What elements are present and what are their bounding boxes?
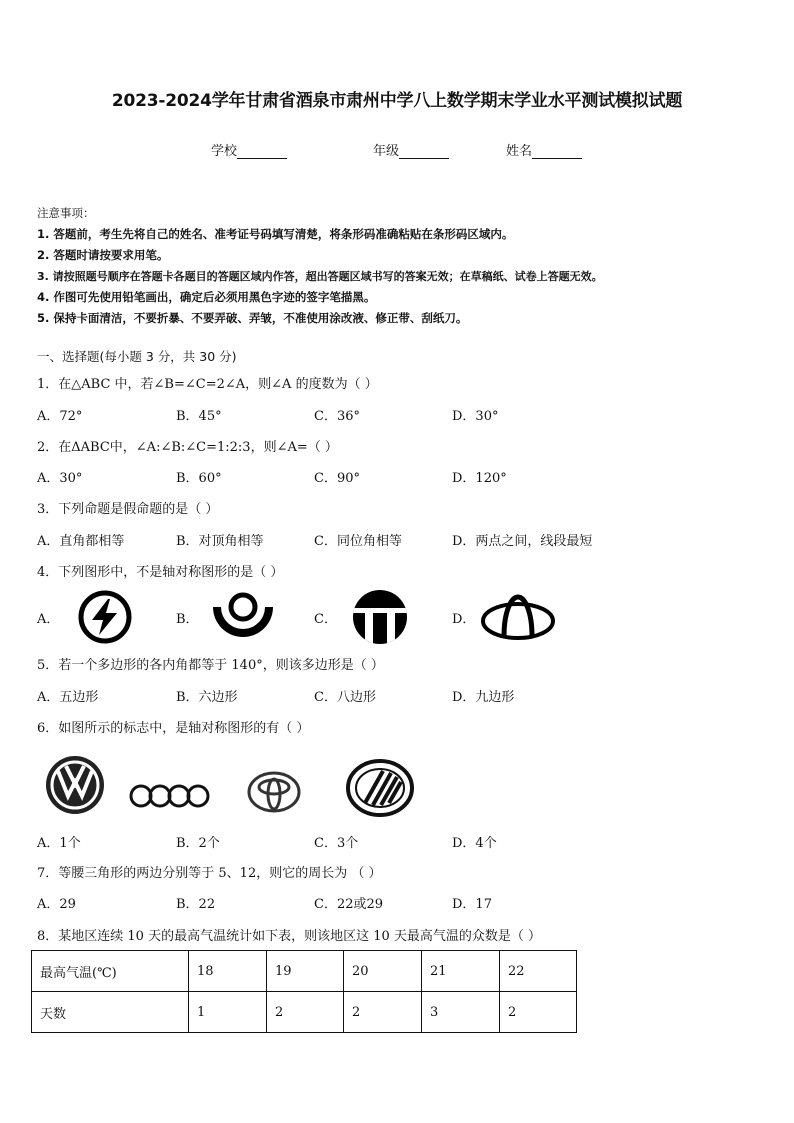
table-cell: 1 xyxy=(189,992,267,1033)
note-item: 3. 请按照题号顺序在答题卡各题目的答题区域内作答，超出答题区域书写的答案无效；在草稿纸、试卷上答题无效。 xyxy=(37,270,603,283)
question-7: 7．等腰三角形的两边分别等于 5、12，则它的周长为 （ ） xyxy=(37,866,382,881)
question-6-options xyxy=(37,832,737,852)
option-a[interactable]: A．30° xyxy=(37,471,83,486)
option-c[interactable]: C．36° xyxy=(314,409,360,424)
lightning-circle-icon xyxy=(72,590,138,644)
question-3: 3．下列命题是假命题的是（ ） xyxy=(37,502,219,517)
option-d[interactable]: D． xyxy=(452,612,476,627)
note-item: 1. 答题前，考生先将自己的姓名、准考证号码填写清楚，将条形码准确粘贴在条形码区域内。 xyxy=(37,227,514,241)
question-1-options xyxy=(37,405,737,425)
note-item: 4. 作图可先使用铅笔画出，确定后必须用黑色字迹的签字笔描黑。 xyxy=(37,290,376,304)
exam-title: 2023-2024学年甘肃省酒泉市肃州中学八上数学期末学业水平测试模拟试题 xyxy=(111,91,683,111)
option-a[interactable]: A．72° xyxy=(37,409,83,424)
option-a[interactable]: A．1个 xyxy=(37,836,81,851)
oval-arch-emblem-icon xyxy=(480,592,556,642)
option-b[interactable]: B．2个 xyxy=(176,836,220,851)
half-moon-emblem-icon xyxy=(349,590,411,644)
option-a[interactable]: A． xyxy=(37,612,60,627)
option-d[interactable]: D．120° xyxy=(452,471,507,486)
option-d[interactable]: D．4个 xyxy=(452,836,497,851)
option-b[interactable]: B．对顶角相等 xyxy=(176,534,264,549)
table-cell: 天数 xyxy=(32,992,189,1033)
table-cell: 20 xyxy=(344,951,422,992)
table-row xyxy=(32,951,577,992)
question-1: 1．在△ABC 中，若∠B=∠C=2∠A，则∠A 的度数为（ ） xyxy=(37,377,378,392)
section-heading: 一、选择题(每小题 3 分，共 30 分) xyxy=(37,349,237,364)
vw-logo-icon xyxy=(44,754,106,816)
question-5-options xyxy=(37,686,737,706)
question-2: 2．在ΔABC中，∠A:∠B:∠C=1:2:3，则∠A=（ ） xyxy=(37,440,338,455)
question-7-options xyxy=(37,893,737,913)
option-c[interactable]: C．90° xyxy=(314,471,360,486)
question-5: 5．若一个多边形的各内角都等于 140°，则该多边形是（ ） xyxy=(37,658,384,673)
table-cell: 19 xyxy=(267,951,344,992)
school-field[interactable]: 学校 xyxy=(211,140,287,159)
option-b[interactable]: B．六边形 xyxy=(176,690,238,705)
name-field[interactable]: 姓名 xyxy=(506,140,582,159)
option-c[interactable]: C．22或29 xyxy=(314,897,384,912)
notes-section xyxy=(37,203,777,329)
option-d[interactable]: D．17 xyxy=(452,897,492,912)
question-4: 4．下列图形中，不是轴对称图形的是（ ） xyxy=(37,565,284,580)
table-cell: 18 xyxy=(189,951,267,992)
table-row xyxy=(32,992,577,1033)
option-d[interactable]: D．两点之间，线段最短 xyxy=(452,534,593,549)
four-rings-logo-icon xyxy=(128,783,212,809)
option-c[interactable]: C．3个 xyxy=(314,836,359,851)
option-a[interactable]: A．直角都相等 xyxy=(37,534,125,549)
question-6: 6．如图所示的标志中，是轴对称图形的有（ ） xyxy=(37,721,310,736)
table-cell: 3 xyxy=(422,992,500,1033)
striped-oval-logo-icon xyxy=(345,758,415,818)
question-8: 8．某地区连续 10 天的最高气温统计如下表，则该地区这 10 天最高气温的众数是（ ） xyxy=(37,929,542,944)
option-b[interactable]: B．45° xyxy=(176,409,222,424)
option-d[interactable]: D．九边形 xyxy=(452,690,515,705)
table-cell: 最高气温(℃) xyxy=(32,951,189,992)
toyota-logo-icon xyxy=(246,770,302,814)
option-a[interactable]: A．29 xyxy=(37,897,76,912)
option-c[interactable]: C．八边形 xyxy=(314,690,376,705)
table-cell: 2 xyxy=(344,992,422,1033)
option-d[interactable]: D．30° xyxy=(452,409,499,424)
temperature-table xyxy=(31,950,577,1033)
table-cell: 2 xyxy=(267,992,344,1033)
option-a[interactable]: A．五边形 xyxy=(37,690,99,705)
option-c[interactable]: C． xyxy=(314,612,337,627)
option-b[interactable]: B．60° xyxy=(176,471,222,486)
note-item: 5. 保持卡面清洁，不要折暴、不要弄破、弄皱，不准使用涂改液、修正带、刮纸刀。 xyxy=(37,311,468,325)
question-2-options xyxy=(37,467,737,487)
table-cell: 22 xyxy=(500,951,577,992)
table-cell: 21 xyxy=(422,951,500,992)
option-c[interactable]: C．同位角相等 xyxy=(314,534,402,549)
notes-heading: 注意事项： xyxy=(37,206,95,220)
cup-emblem-icon xyxy=(207,590,279,644)
question-3-options xyxy=(37,530,737,550)
option-b[interactable]: B． xyxy=(176,612,199,627)
option-b[interactable]: B．22 xyxy=(176,897,216,912)
note-item: 2. 答题时请按要求用笔。 xyxy=(37,248,169,262)
grade-field[interactable]: 年级 xyxy=(373,140,449,159)
table-cell: 2 xyxy=(500,992,577,1033)
